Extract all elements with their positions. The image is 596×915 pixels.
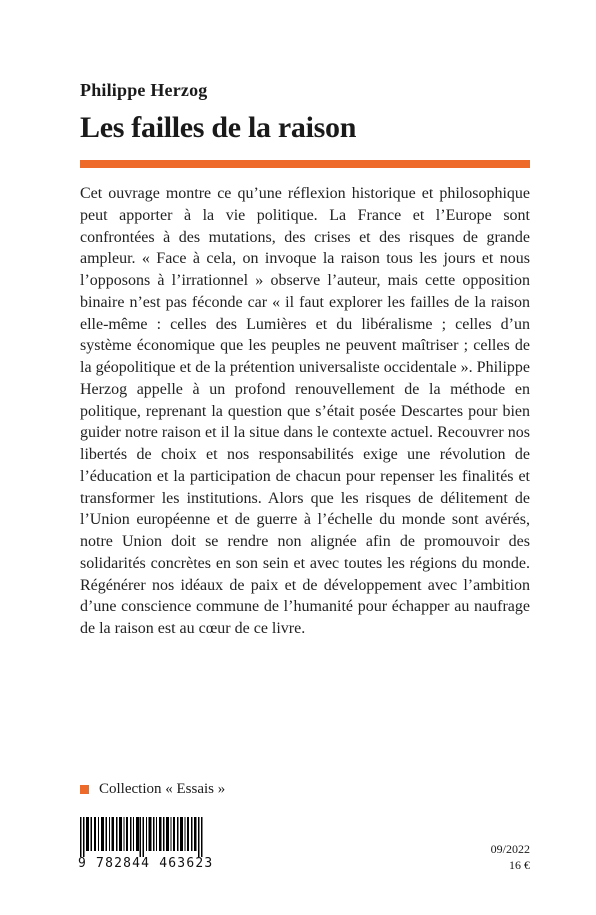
publication-date: 09/2022 bbox=[490, 842, 530, 856]
barcode-bars bbox=[78, 817, 206, 857]
collection-line bbox=[80, 781, 225, 798]
author-name: Philippe Herzog bbox=[80, 80, 208, 100]
price: 16 € bbox=[509, 858, 530, 872]
book-title: Les failles de la raison bbox=[80, 111, 357, 144]
isbn-digits: 9 782844 463623 bbox=[78, 856, 214, 871]
orange-square-icon bbox=[80, 785, 89, 794]
orange-divider-rule bbox=[80, 160, 530, 168]
book-blurb: Cet ouvrage montre ce qu’une réflexion historique et philosophique peut apporter à la vie politique. La France et l’Europe sont confrontées à des mutations, des crises et des risques de grande ampleur. « Face à cela, on invoque la raison tous les jours et nous l’opposons à l’irrationnel » observe l’auteur, mais cette opposition binaire n’est pas féconde car « il faut explorer les failles de la raison elle-même : celles des Lumières et du libéralisme ; celles d’un système économique que les peuples ne peuvent maîtriser ; celles de la géopolitique et de la prétention universaliste occidentale ». Philippe Herzog appelle à un profond renouvellement de la méthode en politique, reprenant la question que s’était posée Descartes pour bien guider notre raison et il la situe dans le contexte actuel. Recouvrer nos libertés de choix et nos responsabilités exige une révolution de l’éducation et la participation de chacun pour repenser les finalités et transformer les institutions. Alors que les risques de délitement de l’Union européenne et de guerre à l’échelle du monde sont avérés, notre Union doit se rendre non alignée afin de promouvoir des solidarités concrètes en son sein et avec toutes les régions du monde. Régénérer nos idéaux de paix et de développement avec l’ambition d’une conscience commune de l’humanité pour échapper au naufrage de la raison est au cœur de ce livre. bbox=[80, 185, 530, 637]
collection-label: Collection « Essais » bbox=[99, 781, 226, 797]
